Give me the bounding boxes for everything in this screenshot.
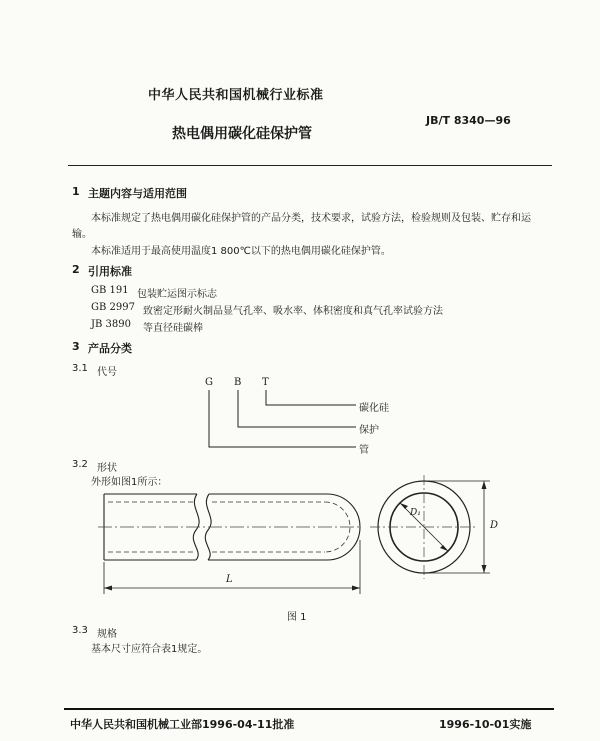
implementation-date: 1996-10-01实施 [439, 718, 532, 731]
figure-1-caption: 图 1 [287, 612, 307, 623]
section-3-2-text: 外形如图1所示： [91, 477, 168, 488]
section-2-number: 2 [72, 263, 80, 276]
ref-code: GB 2997 [91, 302, 135, 313]
dimension-label-D1: D₁ [410, 508, 421, 518]
section-3-2-number: 3.2 [72, 459, 88, 470]
section-2-heading: 引用标准 [88, 265, 132, 278]
section-1-para1-line1: 本标准规定了热电偶用碳化硅保护管的产品分类，技术要求，试验方法，检验规则及包装、贮存和运 [91, 213, 531, 224]
approval-note: 中华人民共和国机械工业部1996-04-11批准 [70, 718, 295, 731]
issuing-org: 中华人民共和国机械行业标准 [148, 88, 324, 103]
section-3-1-heading: 代号 [97, 367, 117, 378]
ref-code: GB 191 [91, 285, 129, 296]
section-1-number: 1 [72, 185, 80, 198]
footer-rule [64, 708, 554, 710]
dimension-label-L: L [226, 574, 233, 585]
section-3-3-text: 基本尺寸应符合表1规定。 [91, 644, 208, 655]
section-1-heading: 主题内容与适用范围 [88, 187, 187, 200]
ref-title: 致密定形耐火制品显气孔率、吸水率、体积密度和真气孔率试验方法 [143, 306, 443, 317]
ref-title: 包装贮运图示标志 [137, 289, 217, 300]
code-letter-b: B [234, 377, 242, 388]
ref-code: JB 3890 [91, 319, 131, 330]
section-3-number: 3 [72, 340, 80, 353]
code-label-tube: 管 [359, 445, 369, 456]
section-3-3-heading: 规格 [97, 629, 117, 640]
section-3-3-number: 3.3 [72, 625, 88, 636]
standard-number: JB/T 8340—96 [426, 114, 511, 127]
code-letter-g: G [205, 377, 213, 388]
ref-title: 等直径硅碳棒 [143, 323, 203, 334]
section-3-heading: 产品分类 [88, 342, 132, 355]
code-label-silicon-carbide: 碳化硅 [359, 403, 389, 414]
section-1-para2: 本标准适用于最高使用温度1 800℃以下的热电偶用碳化硅保护管。 [91, 246, 391, 257]
section-3-2-heading: 形状 [97, 463, 117, 474]
section-3-1-number: 3.1 [72, 363, 88, 374]
code-letter-t: T [262, 377, 269, 388]
section-1-para1-line2: 输。 [72, 229, 92, 240]
document-title: 热电偶用碳化硅保护管 [172, 126, 312, 142]
code-label-protection: 保护 [359, 425, 379, 436]
dimension-label-D: D [490, 520, 499, 531]
